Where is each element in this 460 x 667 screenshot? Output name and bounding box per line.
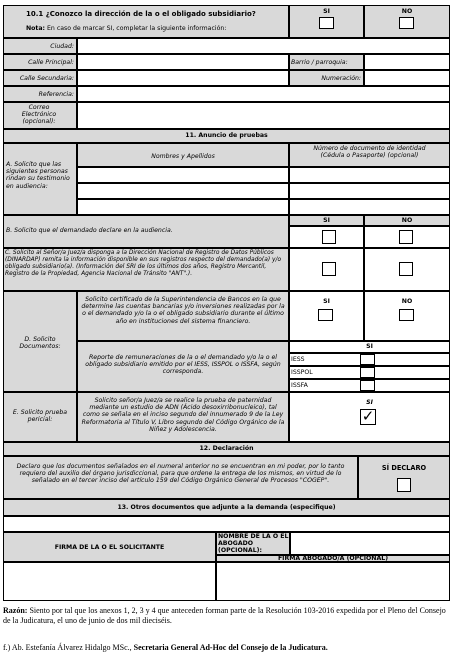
correo-label: Correo Electrónico (opcional): — [21, 104, 57, 126]
correo-field[interactable] — [77, 102, 450, 129]
sec11-c-si-checkbox[interactable] — [322, 262, 336, 276]
iess-label: IESS — [291, 356, 305, 363]
calle-secundaria-field[interactable] — [77, 70, 289, 86]
numeracion-label: Numeración: — [321, 75, 361, 82]
nombre-abogado-label: NOMBRE DE LA O EL ABOGADO (OPCIONAL): — [218, 533, 289, 555]
sec10-si-checkbox[interactable] — [319, 17, 334, 29]
firma-bold: Secretaria General Ad-Hoc del Consejo de la Judicatura. — [133, 643, 328, 652]
witness-name-2[interactable] — [77, 183, 289, 199]
sec10-no-label: NO — [401, 8, 413, 15]
razon-text: Siento por tal que los anexos 1, 2, 3 y 4 que anteceden forman parte de la Resolución 103-2016 expedida por el Pleno del Consejo de la Judicatura, el uno de junio de dos mil dieciséis. — [3, 606, 446, 625]
witness-doc-1[interactable] — [289, 167, 450, 183]
calle-principal-label: Calle Principal: — [28, 59, 74, 66]
calle-secundaria-label: Calle Secundaria: — [19, 75, 74, 82]
ciudad-field[interactable] — [77, 38, 450, 54]
sec10-note — [26, 25, 288, 32]
sec12-declaro-checkbox[interactable] — [397, 478, 411, 492]
check-mark-icon: ✓ — [361, 407, 375, 425]
sec10-note-label: Nota: — [26, 25, 46, 32]
sec10-question: 10.1 ¿Conozco la dirección de la o el obligado subsidiario? — [26, 10, 256, 18]
sec11-a-col-doc: Número de documento de identidad (Cédula o Pasaporte) (opcional) — [313, 145, 426, 160]
sec11-title: 11. Anuncio de pruebas — [185, 132, 268, 139]
numeracion-field[interactable] — [364, 70, 450, 86]
sec11-b-no-label: NO — [401, 217, 413, 224]
witness-doc-2[interactable] — [289, 183, 450, 199]
sec11-c-text: C. Solicito al Señor/a Juez/a disponga a la Dirección Nacional de Registro de Datos Públicos (DINARDAP) remita la información disponible en sus registros respecto del demandado(a) y/o obligado subsidiario(a). (Información del SRI de los últimos dos años, Registro Mercantil, Registro de la Propiedad, Agencia Nacional de Tránsito "ANT".). — [5, 250, 282, 277]
sec12-text: Declaro que los documentos señalados en el numeral anterior no se encuentran en mi poder, por lo tanto requiero del auxilio del órgano jurisdiccional, para que ordene la entrega de los mismos, en virtud de lo señalado en el tercer inciso del artículo 159 del Código Orgánico General de Procesos "COGEP". — [16, 463, 345, 485]
sec11-b-si-label: SI — [323, 217, 330, 224]
sec11-d1-si-checkbox[interactable] — [318, 309, 333, 321]
issfa-checkbox[interactable] — [360, 380, 375, 391]
sec11-c-no-checkbox[interactable] — [399, 262, 413, 276]
sec11-d1-no-label: NO — [401, 298, 413, 305]
sec11-b-si-checkbox[interactable] — [322, 230, 336, 244]
witness-name-3[interactable] — [77, 199, 289, 215]
firma-solicitante-field[interactable] — [3, 562, 216, 601]
firma-abogado-label: FIRMA ABOGADO/A (OPCIONAL) — [277, 555, 389, 562]
firma-prefix: f.) Ab. Estefanía Álvarez Hidalgo MSc., — [3, 643, 132, 652]
sec10-si-label: SI — [323, 8, 330, 15]
issfa-label: ISSFA — [291, 382, 308, 389]
sec11-d1-si-label: SI — [323, 298, 330, 305]
sec10-note-text: En caso de marcar SI, completar la siguiente información: — [47, 25, 227, 32]
sec12-declaro-label: SÍ DECLARO — [381, 464, 427, 472]
witness-doc-3[interactable] — [289, 199, 450, 215]
firma-line — [3, 643, 455, 653]
sec11-d2-text: Reporte de remuneraciones de la o el demandado y/o la o el obligado subsidiario emitido por el IESS, ISSPOL o ISSFA, según corresponda. — [85, 354, 281, 376]
sec11-a-label: A. Solicito que las siguientes personas rindan su testimonio en audiencia: — [6, 161, 70, 190]
barrio-label: Barrio / parroquia: — [291, 59, 348, 66]
sec11-e-label: E. Solicito prueba pericial: — [12, 409, 68, 424]
referencia-field[interactable] — [77, 86, 450, 102]
isspol-label: ISSPOL — [291, 369, 313, 376]
witness-name-1[interactable] — [77, 167, 289, 183]
barrio-field[interactable] — [364, 54, 450, 70]
razon-paragraph — [3, 606, 455, 626]
sec12-title: 12. Declaración — [199, 445, 254, 452]
nombre-abogado-field[interactable] — [290, 532, 450, 555]
ciudad-label: Ciudad: — [50, 43, 74, 50]
firma-abogado-field[interactable] — [216, 562, 450, 601]
firma-solicitante-label: FIRMA DE LA O EL SOLICITANTE — [54, 544, 165, 551]
sec11-d-label: D. Solicito Documentos: — [19, 336, 61, 351]
sec11-b-no-checkbox[interactable] — [399, 230, 413, 244]
sec13-field[interactable] — [3, 516, 450, 532]
calle-principal-field[interactable] — [77, 54, 289, 70]
sec11-d1-text: Solicito certificado de la Superintendencia de Bancos en la que determine las cuentas bancarias y/o inversiones realizadas por la o el demandado y/o la o el obligado subsidiario durante el último año en instituciones del sistema financiero. — [81, 296, 285, 325]
isspol-checkbox[interactable] — [360, 367, 375, 378]
sec11-d1-no-checkbox[interactable] — [399, 309, 414, 321]
sec11-a-col-names: Nombres y Apellidos — [151, 153, 215, 160]
sec11-d2-si-label: SI — [366, 343, 373, 350]
sec11-e-text: Solicito señor/a Juez/a se realice la prueba de paternidad mediante un estudio de ADN (Ácido desoxirribonucleico), tal como se señala en el inciso segundo del innumerado 9 de la Ley Reformatoria al Título V, Libro segundo del Código Orgánico de la Niñez y Adolescencia. — [81, 397, 285, 433]
sec10-no-checkbox[interactable] — [399, 17, 414, 29]
referencia-label: Referencia: — [38, 91, 74, 98]
razon-label: Razón: — [3, 606, 28, 615]
sec11-b-text: B. Solicito que el demandado declare en la audiencia. — [6, 227, 173, 234]
sec11-e-si-label: SI — [366, 399, 373, 406]
sec13-title: 13. Otros documentos que adjunte a la demanda (especifique) — [117, 504, 336, 511]
iess-checkbox[interactable] — [360, 354, 375, 365]
